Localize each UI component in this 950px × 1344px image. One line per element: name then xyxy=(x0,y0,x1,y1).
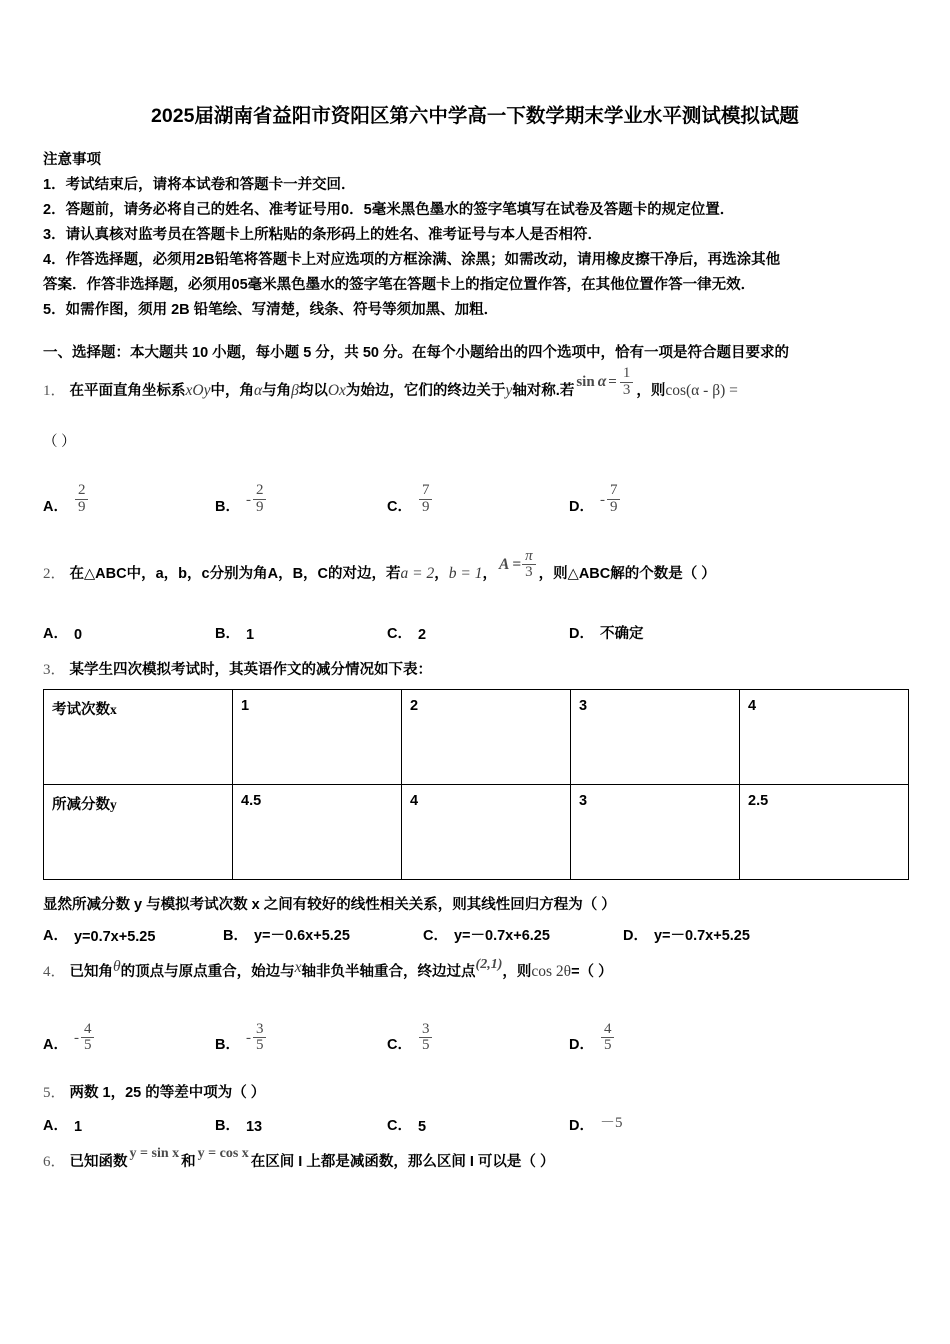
question-2-option-c[interactable] xyxy=(387,622,569,643)
notice-item-2: 2．答题前，请务必将自己的姓名、准考证号用0．5毫米黑色墨水的签字笔填写在试卷及答题卡的规定位置． xyxy=(43,202,735,218)
question-2-text-3: 的对边，若 xyxy=(328,565,401,582)
question-1-option-c[interactable] xyxy=(387,483,569,516)
question-4-options xyxy=(43,1002,909,1054)
question-1-text-5: 为始边，它们的终边关于 xyxy=(345,383,506,400)
question-1-stem xyxy=(43,365,909,408)
question-2-text-1: 在△ABC中， xyxy=(69,565,156,582)
table-cell-y-2: 4 xyxy=(402,785,571,880)
question-4-eq-equals: =（ ） xyxy=(571,964,613,980)
question-1-text-2: 中，角 xyxy=(210,383,254,400)
question-1-option-a-numerator: 2 xyxy=(77,482,86,498)
question-3-option-b-label: B． xyxy=(223,928,248,944)
question-4-text-2: 的顶点与原点重合，始边与 xyxy=(120,964,295,980)
question-1-option-d-denominator: 9 xyxy=(607,499,621,516)
question-2-eq-b: b = 1 xyxy=(448,564,483,582)
question-1-option-a-denominator: 9 xyxy=(75,499,89,516)
question-2-option-c-value: 2 xyxy=(417,627,427,643)
question-4-stem xyxy=(43,959,909,986)
question-5-option-a[interactable] xyxy=(43,1114,215,1135)
table-row xyxy=(44,690,909,785)
question-4-option-d[interactable] xyxy=(569,1022,615,1055)
question-2-fraction-numerator: π xyxy=(525,547,533,564)
question-4-option-a-fraction xyxy=(81,1022,95,1055)
page-title: 2025届湖南省益阳市资阳区第六中学高一下数学期末学业水平测试模拟试题 xyxy=(151,105,799,127)
question-2-option-a[interactable] xyxy=(43,622,215,643)
question-3-option-d-value: y=－0.7x+5.25 xyxy=(653,928,750,944)
question-1-option-b-label: B． xyxy=(215,498,240,515)
question-5-option-d-value: －5 xyxy=(599,1115,623,1131)
question-1-option-c-fraction xyxy=(419,483,433,516)
question-2-bold-abc: a，b，c xyxy=(155,565,210,582)
question-4-option-d-label: D． xyxy=(569,1037,594,1053)
section-heading-choice: 一、选择题：本大题共 10 小题，每小题 5 分，共 50 分。在每个小题给出的四个选项中，恰有一项是符合题目要求的 xyxy=(43,345,789,361)
question-1-var-xoy: xOy xyxy=(185,382,211,400)
question-2-stem xyxy=(43,547,909,591)
table-cell-y-1: 4.5 xyxy=(233,785,402,880)
question-4-text-1: 已知角 xyxy=(69,964,114,980)
question-1-text-1: 在平面直角坐标系 xyxy=(69,383,186,400)
question-2-text-2: 分别为角 xyxy=(209,565,268,582)
question-2-text-4: ，则△ABC解的个数是（ ） xyxy=(538,565,716,582)
question-1-text-4: 均以 xyxy=(298,383,328,400)
question-3-text: 某学生四次模拟考试时，其英语作文的减分情况如下表： xyxy=(69,662,433,678)
question-5-options xyxy=(43,1114,909,1135)
question-4-option-c-denominator: 5 xyxy=(419,1037,433,1054)
question-4-option-d-fraction xyxy=(601,1022,615,1055)
question-1-text-6: 轴对称.若 xyxy=(512,383,575,400)
question-5-option-d[interactable] xyxy=(569,1114,623,1135)
table-row xyxy=(44,785,909,880)
question-6-text-1: 已知函数 xyxy=(69,1154,128,1170)
question-1-options xyxy=(43,464,909,516)
question-4-text-3: 轴非负半轴重合，终边过点 xyxy=(301,964,476,980)
table-row-header-y-var: y xyxy=(110,797,117,812)
question-1-option-a-label: A． xyxy=(43,498,68,515)
question-1-option-b-fraction xyxy=(253,483,267,516)
table-row-header-y-label: 所减分数 xyxy=(52,797,110,813)
table-cell-y-3: 3 xyxy=(571,785,740,880)
question-3-option-a-value: y=0.7x+5.25 xyxy=(73,929,156,945)
question-2-option-d-label: D． xyxy=(569,626,594,642)
question-3-option-c-label: C． xyxy=(423,928,448,944)
question-2-number: 2． xyxy=(43,565,66,582)
question-3-option-a-label: A． xyxy=(43,928,68,944)
question-2-fraction-denominator: 3 xyxy=(522,564,536,581)
question-6-number: 6． xyxy=(43,1154,66,1170)
question-4-option-d-numerator: 4 xyxy=(603,1020,612,1037)
question-2-fraction xyxy=(522,549,536,582)
question-4-option-b[interactable] xyxy=(215,1022,387,1055)
question-2-option-a-label: A． xyxy=(43,626,68,642)
question-1-equation-sin-alpha xyxy=(576,366,634,399)
question-1-eq-sign: = xyxy=(608,374,617,391)
question-2-option-b[interactable] xyxy=(215,622,387,643)
question-2-option-d[interactable] xyxy=(569,622,643,643)
question-1-text-3: 与角 xyxy=(262,383,292,400)
question-1-option-d[interactable] xyxy=(569,483,621,516)
question-1-option-d-numerator: 7 xyxy=(609,482,618,498)
question-2-sep-1: ， xyxy=(434,565,449,582)
question-4-option-b-denominator: 5 xyxy=(253,1037,267,1054)
notice-item-4-line-2: 答案．作答非选择题，必须用05毫米黑色墨水的签字笔在答题卡上的指定位置作答，在其他位置作答一律无效． xyxy=(43,277,756,293)
question-2-options xyxy=(43,622,909,643)
question-1-option-b[interactable] xyxy=(215,483,387,516)
question-3-option-b[interactable] xyxy=(223,924,423,945)
question-3-stem xyxy=(43,657,909,683)
question-4-option-b-numerator: 3 xyxy=(255,1020,264,1037)
question-5-text: 两数 1，25 的等差中项为（ ） xyxy=(69,1085,266,1101)
table-row-header-x-label: 考试次数 xyxy=(52,702,110,718)
question-6-text-3: 在区间 I 上都是减函数，那么区间 I 可以是（ ） xyxy=(250,1154,555,1170)
question-1-option-c-label: C． xyxy=(387,498,412,515)
notice-item-1: 1．考试结束后，请将本试卷和答题卡一并交回． xyxy=(43,177,356,193)
question-1-option-d-label: D． xyxy=(569,498,594,515)
question-3-option-c-value: y=－0.7x+6.25 xyxy=(453,928,550,944)
question-1-option-c-denominator: 9 xyxy=(419,499,433,516)
question-3-after-table: 显然所减分数 y 与模拟考试次数 x 之间有较好的线性相关关系，则其线性回归方程为（ ） xyxy=(43,897,616,913)
question-5-option-d-label: D． xyxy=(569,1118,594,1134)
question-1-var-alpha: α xyxy=(253,382,263,400)
table-cell-x-1: 1 xyxy=(233,690,402,785)
question-1-option-a-fraction xyxy=(75,483,89,516)
table-cell-y-4: 2.5 xyxy=(740,785,909,880)
notice-heading: 注意事项 xyxy=(43,152,101,168)
question-4-number: 4． xyxy=(43,964,66,980)
question-5-option-a-value: 1 xyxy=(73,1119,83,1135)
question-5-option-b-value: 13 xyxy=(245,1119,263,1135)
minus-sign-icon: - xyxy=(245,1030,251,1046)
question-1-fraction-denominator: 3 xyxy=(620,382,634,399)
question-1-fraction-numerator: 1 xyxy=(622,365,631,381)
question-1-option-c-numerator: 7 xyxy=(421,482,430,498)
question-4-var-x: x xyxy=(294,959,302,976)
question-4-point: (2,1) xyxy=(475,957,503,972)
notice-item-3: 3．请认真核对监考员在答题卡上所粘贴的条形码上的姓名、准考证号与本人是否相符． xyxy=(43,227,603,243)
question-4-option-d-denominator: 5 xyxy=(601,1037,615,1054)
question-4-option-c-fraction xyxy=(419,1022,433,1055)
minus-sign-icon: - xyxy=(245,491,251,508)
question-6-function-1: y = sin x xyxy=(129,1146,180,1161)
question-3-option-a[interactable] xyxy=(43,924,223,945)
question-3-option-d-label: D． xyxy=(623,928,648,944)
question-4-text-4: ，则 xyxy=(502,964,532,980)
question-4-option-b-label: B． xyxy=(215,1037,240,1053)
question-1-fraction xyxy=(620,366,634,399)
score-deduction-table xyxy=(43,689,909,880)
question-2-option-d-value: 不确定 xyxy=(599,626,644,642)
question-2-option-b-label: B． xyxy=(215,626,240,642)
table-cell-x-2: 2 xyxy=(402,690,571,785)
question-3-number: 3． xyxy=(43,662,66,678)
question-4-option-b-fraction xyxy=(253,1022,267,1055)
question-2-option-c-label: C． xyxy=(387,626,412,642)
question-1-option-b-denominator: 9 xyxy=(253,499,267,516)
question-1-sin-label: sin xyxy=(576,374,595,391)
question-4-option-a-label: A． xyxy=(43,1037,68,1053)
question-3-option-c[interactable] xyxy=(423,924,623,945)
question-5-stem xyxy=(43,1080,909,1106)
question-5-option-c-value: 5 xyxy=(417,1119,427,1135)
question-3-option-d[interactable] xyxy=(623,924,750,945)
question-1-eq-alpha: α xyxy=(597,373,607,391)
question-6-text-2: 和 xyxy=(181,1154,196,1170)
question-4-var-theta: θ xyxy=(113,958,121,975)
question-1-var-beta: β xyxy=(291,382,299,400)
table-row-header-x xyxy=(44,690,233,785)
question-4-option-a-numerator: 4 xyxy=(83,1020,92,1037)
question-1-var-y: y xyxy=(505,382,513,400)
question-4-option-c[interactable] xyxy=(387,1022,569,1055)
notice-item-4-line-1: 4．作答选择题，必须用2B铅笔将答题卡上对应选项的方框涂满、涂黑；如需改动，请用橡皮擦干净后，再选涂其他 xyxy=(43,252,781,268)
question-5-option-c-label: C． xyxy=(387,1118,412,1134)
question-3-options xyxy=(43,924,909,945)
question-1-var-ox: Ox xyxy=(327,382,346,400)
minus-sign-icon: - xyxy=(599,491,605,508)
question-5-option-b[interactable] xyxy=(215,1114,387,1135)
question-1-option-a[interactable] xyxy=(43,483,215,516)
document-body xyxy=(43,148,909,1176)
question-1-text-7: ，则 xyxy=(636,383,666,400)
question-1-eq-tail: cos(α - β) = xyxy=(665,382,738,400)
question-5-option-b-label: B． xyxy=(215,1118,240,1134)
question-4-option-a-denominator: 5 xyxy=(81,1037,95,1054)
table-row-header-y xyxy=(44,785,233,880)
question-2-equation-A xyxy=(499,549,537,582)
table-cell-x-4: 4 xyxy=(740,690,909,785)
question-4-eq-tail: cos 2θ xyxy=(531,963,572,980)
question-2-option-a-value: 0 xyxy=(73,627,83,643)
table-cell-x-3: 3 xyxy=(571,690,740,785)
notice-item-5: 5．如需作图，须用 2B 铅笔绘、写清楚，线条、符号等须加黑、加粗． xyxy=(43,302,499,318)
table-row-header-x-var: x xyxy=(110,702,117,717)
question-2-eq-A-lead: A = xyxy=(498,555,522,573)
question-3-option-b-value: y=－0.6x+5.25 xyxy=(253,928,350,944)
question-2-bold-ABC: A，B，C xyxy=(267,565,329,582)
question-4-option-c-label: C． xyxy=(387,1037,412,1053)
question-6-stem xyxy=(43,1146,909,1176)
question-5-option-c[interactable] xyxy=(387,1114,569,1135)
question-5-option-a-label: A． xyxy=(43,1118,68,1134)
question-2-eq-a: a = 2 xyxy=(400,564,435,582)
question-1-option-d-fraction xyxy=(607,483,621,516)
minus-sign-icon: - xyxy=(73,1030,79,1046)
question-1-answer-paren: （ ） xyxy=(43,433,76,450)
question-6-function-2: y = cos x xyxy=(197,1146,249,1161)
question-1-option-b-numerator: 2 xyxy=(255,482,264,498)
question-5-number: 5． xyxy=(43,1085,66,1101)
question-2-sep-2: ， xyxy=(482,565,497,582)
question-4-option-a[interactable] xyxy=(43,1022,215,1055)
question-1-number: 1． xyxy=(43,383,66,400)
question-2-option-b-value: 1 xyxy=(245,627,255,643)
question-4-option-c-numerator: 3 xyxy=(421,1020,430,1037)
